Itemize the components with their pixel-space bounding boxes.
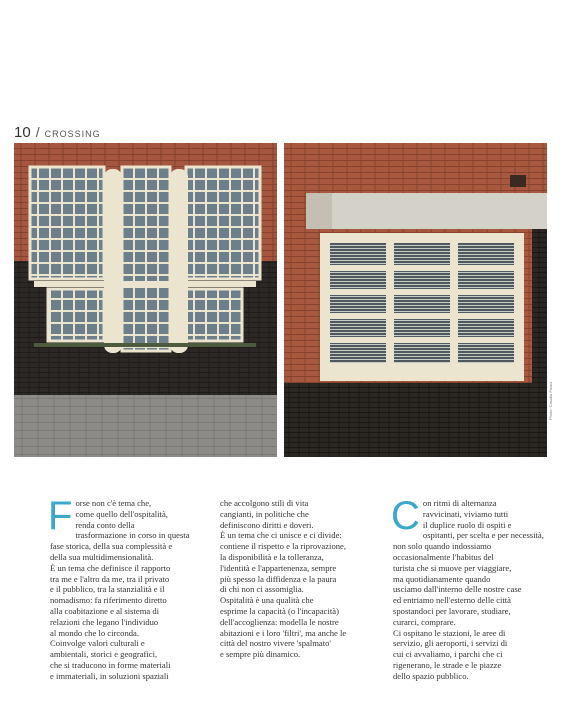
text-column-1: [48, 494, 220, 682]
section-title: CROSSING: [44, 129, 101, 139]
column-3-text: on ritmi di alternanza ravvicinati, viviamo tutti il duplice ruolo di ospiti e ospitanti, per scelta e per necessità, non solo quando indossiamo occasionalmente l'habitus del turista che si muove per viaggiare, ma quotidianamente quando usciamo dall'interno delle nostre case ed entriamo nell'esterno delle città spostandoci per lavorare, studiare, curarci, comprare. Ci ospitano le stazioni, le aree di servizio, gli aeroporti, i servizi di cui ci avvaliamo, i parchi che ci rigenerano, le strade e le piazze dello spazio pubblico.: [393, 498, 544, 681]
photo-bay-window: [14, 143, 277, 457]
photo-wide-window: [284, 143, 547, 457]
column-1-text: orse non c'è tema che, come quello dell'ospitalità, renda conto della trasformazione in corso in questa fase storica, della sua complessità e della sua multidimensionalità. È un tema che definisce il rapporto tra me e l'altro da me, tra il privato e il pubblico, tra la stanzialità e il nomadismo: fa riferimento diretto alla coabitazione e al sistema di relazioni che legano l'individuo al mondo che lo circonda. Coinvolge valori culturali e ambientali, storici e geografici, che si traducono in forme materiali e immateriali, in soluzioni spaziali: [50, 498, 190, 681]
bay-window-illustration: [14, 143, 277, 457]
page-number: 10: [14, 124, 31, 141]
wide-window-illustration: [284, 143, 547, 457]
page-header: [14, 124, 101, 141]
text-column-2: [220, 498, 390, 660]
header-separator: /: [35, 124, 40, 140]
text-column-3: [391, 494, 563, 682]
dropcap-c: C: [391, 494, 420, 538]
dropcap-f: F: [48, 494, 73, 538]
photo-credit: Photo: Claudia Pasini: [548, 381, 553, 420]
column-2-text: che accolgono stili di vita cangianti, in politiche che definiscono diritti e doveri. È un tema che ci unisce e ci divide: contiene il rispetto e la riprovazione, la disponibilità e la tolleranza, l'identità e l'appartenenza, sempre più spesso la diffidenza e la paura di chi non ci assomiglia. Ospitalità è una qualità che esprime la capacità (o l'incapacità) dell'accoglienza: modella le nostre abitazioni e i loro 'filtri', ma anche le città del nostro vivere 'spalmato' e sempre più dinamico.: [220, 498, 347, 660]
